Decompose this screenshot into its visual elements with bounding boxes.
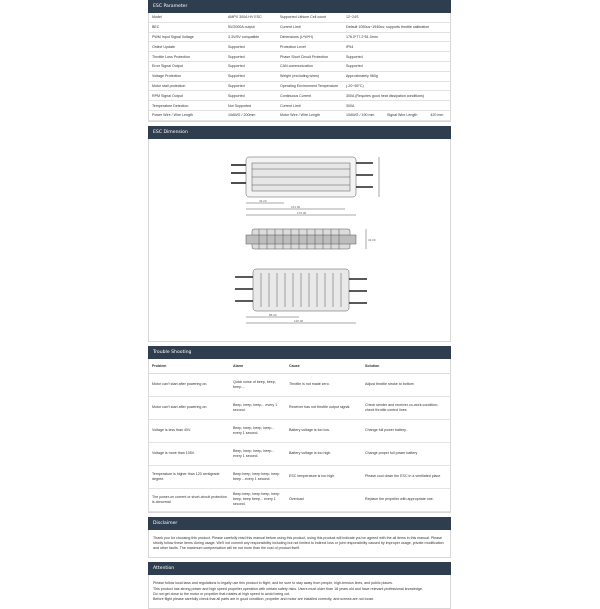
parameter-row — [149, 91, 450, 101]
attention-item: Please follow local laws and regulations to legally use this product in flight, and be sure to stay away from people, high-tension lines, and public places. — [153, 581, 393, 586]
parameter-key: Temperature Detection — [149, 101, 225, 111]
dim-top-b: 161.00 — [291, 204, 301, 209]
esc-bottom-view — [235, 269, 367, 323]
trouble-alarm: Beep, beep, beep, beep... every 1 second. — [230, 419, 286, 442]
dimension-header: ESC Dimension — [148, 126, 451, 139]
trouble-row — [149, 373, 450, 396]
attention-item: Do not get close to the motor or propeller that rotates at high speed to avoid being cut. — [153, 591, 291, 596]
dim-side-h: 32.00 — [368, 237, 376, 242]
parameter-row — [149, 13, 450, 22]
trouble-row — [149, 488, 450, 511]
esc-side-view — [246, 229, 366, 249]
trouble-row — [149, 419, 450, 442]
disclaimer-header: Disclaimer — [148, 517, 451, 530]
parameter-key: Model — [149, 13, 225, 22]
parameter-value: Supported — [225, 71, 277, 81]
trouble-col-problem: Problem — [149, 359, 230, 374]
trouble-problem: Motor can't start after powering on. — [149, 373, 230, 396]
parameter-value: 10AWG / 190 mm — [343, 110, 384, 120]
parameter-value: Supported — [225, 61, 277, 71]
parameter-value: Supported — [343, 52, 450, 62]
trouble-table — [149, 359, 450, 512]
dim-top-c: 176.00 — [297, 210, 307, 215]
parameter-value: IP54 — [343, 42, 450, 52]
trouble-cause: Battery voltage is too high — [286, 442, 362, 465]
dim-bottom-b: 120.00 — [294, 318, 304, 323]
trouble-col-cause: Cause — [286, 359, 362, 374]
trouble-alarm: Beep beep, beep beep, beep beep, beep beep... every 1 second. — [230, 488, 286, 511]
trouble-header: Trouble Shooting — [148, 346, 451, 359]
parameter-table — [149, 13, 450, 121]
trouble-row — [149, 396, 450, 419]
trouble-cause: Battery voltage is too low. — [286, 419, 362, 442]
trouble-solution: Replace the propeller with appropriate one. — [362, 488, 450, 511]
dimension-drawing — [148, 139, 451, 342]
parameter-value: 300A (Requires good heat dissipation conditions) — [343, 91, 450, 101]
trouble-cause: ESC temperature is too high. — [286, 465, 362, 488]
disclaimer-text: Thank you for choosing this product. Please carefully read this manual before using this product, using this product will indicate you've agreed with the all items in this manual. Please strictly follow these items during usage. We'll not commit any responsibility including but not limited to indirect loss or joint responsibility caused by improper usage, private modification and other faults. The maximum compensation will be not more than the cost of product itself. — [148, 530, 451, 559]
parameter-key: Motor Wire / Wire Length — [277, 110, 343, 120]
parameter-key: Protection Level — [277, 42, 343, 52]
parameter-key: Current Limit — [277, 22, 343, 32]
parameter-value: 10AWG / 200mm — [225, 110, 277, 120]
trouble-solution: Change full power battery. — [362, 419, 450, 442]
parameter-row — [149, 61, 450, 71]
parameter-value: 176.0*77.2*51.0mm — [343, 32, 450, 42]
parameter-key: Weight (excluding wires) — [277, 71, 343, 81]
trouble-row — [149, 465, 450, 488]
parameter-key: Throttle Loss Protection — [149, 52, 225, 62]
dim-top-a: 43.20 — [259, 198, 267, 203]
trouble-alarm: Quick noise of beep, beep, beep.... — [230, 373, 286, 396]
parameter-row — [149, 52, 450, 62]
parameter-key: BEC — [149, 22, 225, 32]
parameter-value: Supported — [225, 91, 277, 101]
attention-header: Attention — [148, 562, 451, 575]
parameter-value: Supported — [225, 52, 277, 62]
parameter-key: Phase Short Circuit Protection — [277, 52, 343, 62]
parameter-row — [149, 71, 450, 81]
trouble-problem: Motor can't start after powering on. — [149, 396, 230, 419]
parameter-value: Supported — [343, 61, 450, 71]
esc-drawing-svg — [149, 139, 450, 341]
parameter-value: 300A — [343, 101, 450, 111]
parameter-value: Supported — [225, 81, 277, 91]
trouble-problem: Voltage is less than 40V. — [149, 419, 230, 442]
parameter-value: Not Supported — [225, 101, 277, 111]
trouble-alarm: Beep, beep, beep... every 1 second. — [230, 396, 286, 419]
trouble-cause: Throttle is not made zero. — [286, 373, 362, 396]
attention-item: This product has strong power and high speed propeller operation with certain safety risks. Users must older than 18 years old and have relevant professional knowledge. — [153, 586, 423, 591]
parameter-value: Supported — [225, 42, 277, 52]
parameter-value: AMPX 300A HV ESC — [225, 13, 277, 22]
trouble-cause: Receiver has not throttle output signal. — [286, 396, 362, 419]
parameter-key: Online Update — [149, 42, 225, 52]
parameter-value: 12~24S — [343, 13, 450, 22]
parameter-key: Supported Lithium Cell count — [277, 13, 343, 22]
parameter-value: Default 1050us~1940us; supports throttle calibration — [343, 22, 450, 32]
trouble-solution: Change proper full power battery — [362, 442, 450, 465]
parameter-key: CAN communication — [277, 61, 343, 71]
trouble-solution: Please cool down the ESC in a ventilated place — [362, 465, 450, 488]
parameter-row — [149, 81, 450, 91]
trouble-solution: Check sender and receiver co-work condition; check throttle control lines — [362, 396, 450, 419]
parameter-key: RPM Signal Output — [149, 91, 225, 101]
trouble-cause: Overload — [286, 488, 362, 511]
parameter-row — [149, 101, 450, 111]
trouble-solution: Adjust throttle stroke to bottom — [362, 373, 450, 396]
trouble-table-box — [148, 359, 451, 513]
parameter-row — [149, 42, 450, 52]
trouble-col-solution: Solution — [362, 359, 450, 374]
trouble-col-alarm: Alarm — [230, 359, 286, 374]
manual-page — [148, 0, 451, 600]
trouble-problem: The power-on current or short-circuit protection is abnormal — [149, 488, 230, 511]
esc-top-view — [231, 157, 379, 215]
parameter-key: PWM Input Signal Voltage — [149, 32, 225, 42]
parameter-value: Approximately 980g — [343, 71, 450, 81]
parameter-header: ESC Parameter — [148, 0, 451, 13]
trouble-alarm: Beep, beep, beep, beep... every 1 second. — [230, 442, 286, 465]
dim-bottom-a: 88.00 — [269, 312, 277, 317]
parameter-key: Power Wire / Wire Length — [149, 110, 225, 120]
parameter-row — [149, 22, 450, 32]
parameter-table-box — [148, 13, 451, 122]
trouble-problem: Voltage is more than 105V. — [149, 442, 230, 465]
parameter-key: Continuous Current — [277, 91, 343, 101]
parameter-row — [149, 32, 450, 42]
attention-box — [148, 575, 451, 609]
parameter-key: Dimensions (L*W*H) — [277, 32, 343, 42]
parameter-value: 420 mm — [427, 110, 450, 120]
parameter-value: 3.3V/5V compatible — [225, 32, 277, 42]
parameter-key: Motor stall protection — [149, 81, 225, 91]
parameter-row — [149, 110, 450, 120]
parameter-key: Signal Wire Length — [384, 110, 427, 120]
parameter-key: Error Signal Output — [149, 61, 225, 71]
trouble-alarm: Beep beep, beep beep, beep beep ...every 1 second. — [230, 465, 286, 488]
parameter-key: Voltage Protection — [149, 71, 225, 81]
trouble-row — [149, 442, 450, 465]
parameter-key: Current Limit — [277, 101, 343, 111]
parameter-value: (-20~65°C) — [343, 81, 450, 91]
parameter-key: Operating Environment Temperature — [277, 81, 343, 91]
trouble-problem: Temperature is higher than 120 centigrade degree. — [149, 465, 230, 488]
parameter-value: 5V/2000A output — [225, 22, 277, 32]
attention-item: Before flight please carefully check that all parts are in good condition, propeller and motor are installed correctly, and screws are not loose. — [153, 596, 375, 601]
